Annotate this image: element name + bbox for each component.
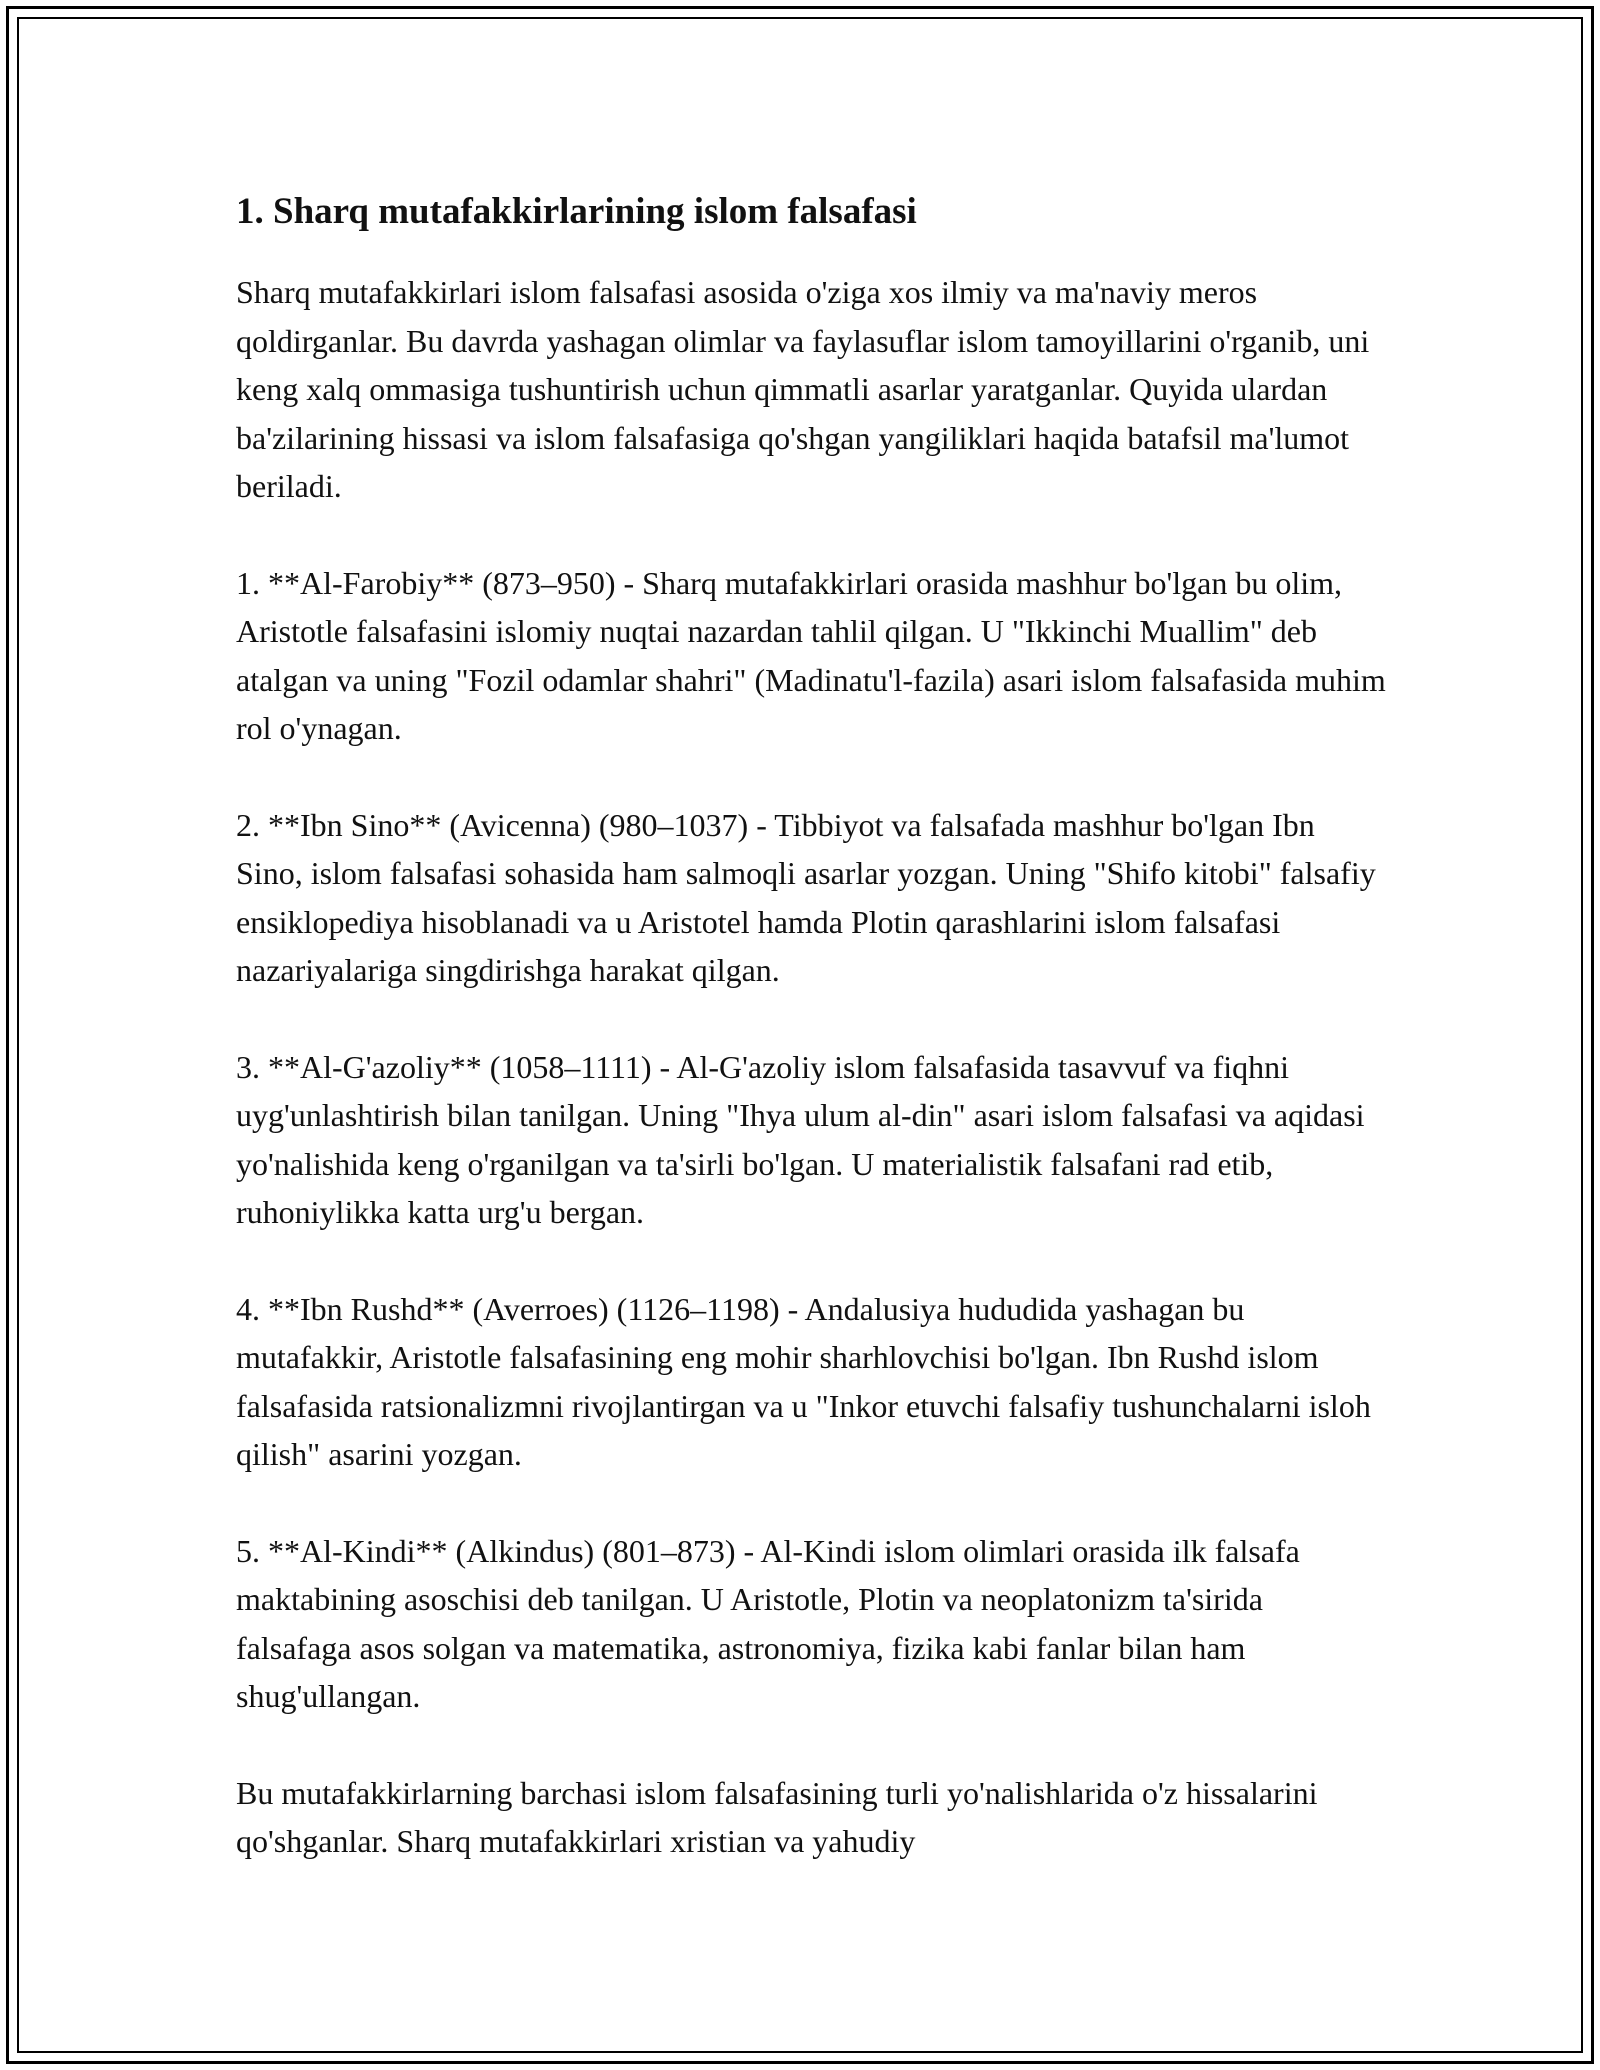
document-body <box>236 188 1386 1914</box>
paragraph-al-kindi: 5. **Al-Kindi** (Alkindus) (801–873) - Al-Kindi islom olimlari orasida ilk falsafa maktabining asoschisi deb tanilgan. U Aristotle, Plotin va neoplatonizm ta'sirida falsafaga asos solgan va matematika, astronomiya, fizika kabi fanlar bilan ham shug'ullangan. <box>236 1532 1300 1714</box>
intro-paragraph: Sharq mutafakkirlari islom falsafasi asosida o'ziga xos ilmiy va ma'naviy meros qoldirganlar. Bu davrda yashagan olimlar va faylasuflar islom tamoyillarini o'rganib, uni keng xalq ommasiga tushuntirish uchun qimmatli asarlar yaratganlar. Quyida ulardan ba'zilarining hissasi va islom falsafasiga qo'shgan yangiliklari haqida batafsil ma'lumot beriladi. <box>236 274 1370 504</box>
paragraph-al-farobiy: 1. **Al-Farobiy** (873–950) - Sharq mutafakkirlari orasida mashhur bo'lgan bu olim, Aristotle falsafasini islomiy nuqtai nazardan tahlil qilgan. U "Ikkinchi Muallim" deb atalgan va uning "Fozil odamlar shahri" (Madinatu'l-fazila) asari islom falsafasida muhim rol o'ynagan. <box>236 564 1386 746</box>
paragraph-ibn-rushd: 4. **Ibn Rushd** (Averroes) (1126–1198) - Andalusiya hududida yashagan bu mutafakkir, Aristotle falsafasining eng mohir sharhlovchisi bo'lgan. Ibn Rushd islom falsafasida ratsionalizmni rivojlantirgan va u "Inkor etuvchi falsafiy tushunchalarni isloh qilish" asarini yozgan. <box>236 1290 1371 1472</box>
paragraph-ibn-sino: 2. **Ibn Sino** (Avicenna) (980–1037) - Tibbiyot va falsafada mashhur bo'lgan Ibn Sino, islom falsafasi sohasida ham salmoqli asarlar yozgan. Uning "Shifo kitobi" falsafiy ensiklopediya hisoblanadi va u Aristotel hamda Plotin qarashlarini islom falsafasi nazariyalariga singdirishga harakat qilgan. <box>236 806 1376 988</box>
closing-paragraph: Bu mutafakkirlarning barchasi islom falsafasining turli yo'nalishlarida o'z hissalarini qo'shganlar. Sharq mutafakkirlari xristian va yahudiy <box>236 1774 1318 1859</box>
section-heading: 1. Sharq mutafakkirlarining islom falsafasi <box>236 191 917 232</box>
paragraph-al-gazoliy: 3. **Al-G'azoliy** (1058–1111) - Al-G'azoliy islom falsafasida tasavvuf va fiqhni uyg'unlashtirish bilan tanilgan. Uning "Ihya ulum al-din" asari islom falsafasi va aqidasi yo'nalishida keng o'rganilgan va ta'sirli bo'lgan. U materialistik falsafani rad etib, ruhoniylikka katta urg'u bergan. <box>236 1048 1365 1230</box>
